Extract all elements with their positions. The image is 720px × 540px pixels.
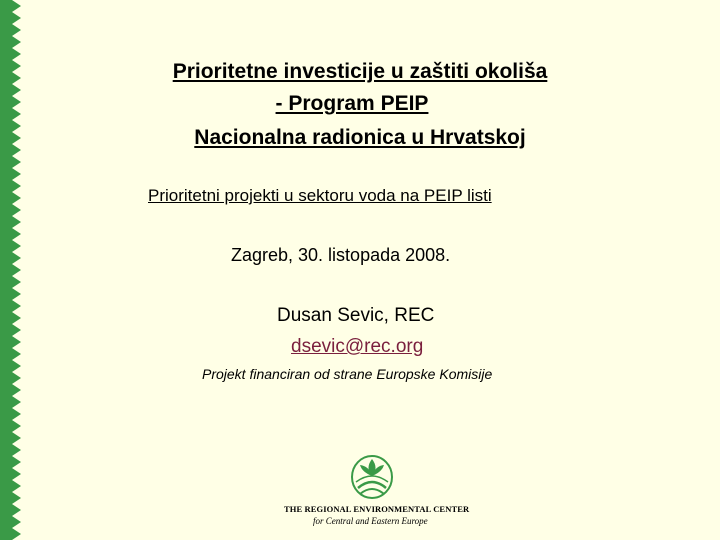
title-line-1: Prioritetne investicije u zaštiti okoliša xyxy=(172,60,548,83)
title-line-2: - Program PEIP xyxy=(275,92,429,115)
email-link[interactable]: dsevic@rec.org xyxy=(291,336,424,357)
org-region: for Central and Eastern Europe xyxy=(313,516,428,526)
date: Zagreb, 30. listopada 2008. xyxy=(231,245,451,265)
author: Dusan Sevic, REC xyxy=(277,305,435,326)
org-name: THE REGIONAL ENVIRONMENTAL CENTER xyxy=(284,504,470,514)
rec-logo-icon xyxy=(350,454,394,500)
funding-note: Projekt financiran od strane Europske Komisije xyxy=(202,366,493,382)
subtitle: Prioritetni projekti u sektoru voda na PEIP listi xyxy=(148,186,492,205)
title-line-3: Nacionalna radionica u Hrvatskoj xyxy=(194,126,526,149)
